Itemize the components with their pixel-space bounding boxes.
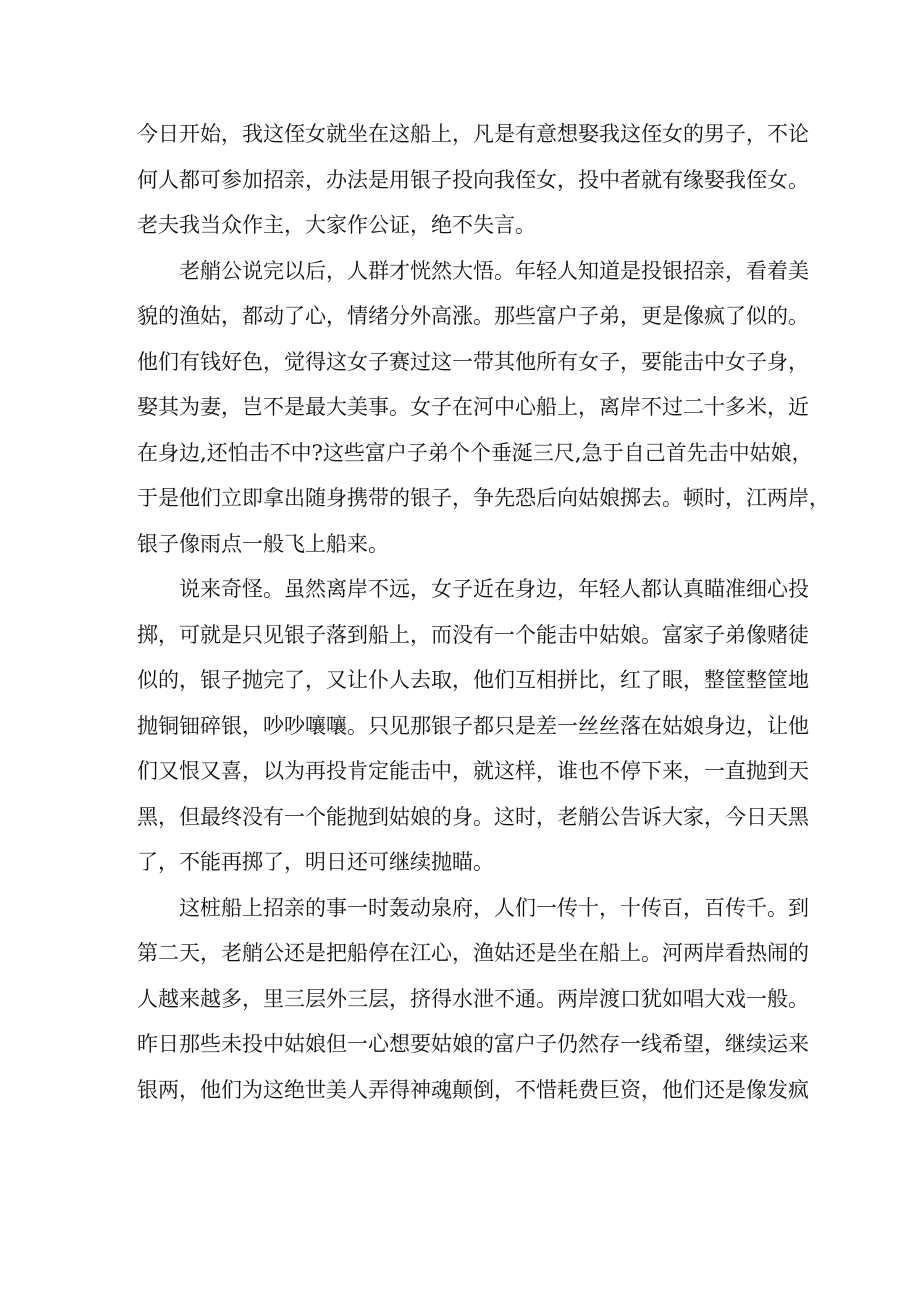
- text-line: 人越来越多，里三层外三层，挤得水泄不通。两岸渡口犹如唱大戏一般。: [137, 986, 809, 1011]
- text-line: 抛铜钿碎银，吵吵嚷嚷。只见那银子都只是差一丝丝落在姑娘身边，让他: [137, 713, 809, 738]
- text-line: 这桩船上招亲的事一时轰动泉府，人们一传十，十传百，百传千。到: [137, 895, 809, 920]
- text-line: 第二天，老艄公还是把船停在江心，渔姑还是坐在船上。河两岸看热闹的: [137, 941, 809, 965]
- text-line: 银两，他们为这绝世美人弄得神魂颠倒，不惜耗费巨资，他们还是像发疯: [137, 1077, 809, 1102]
- text-line: 于是他们立即拿出随身携带的银子，争先恐后向姑娘掷去。顿时，江两岸，: [137, 486, 830, 510]
- text-line: 娶其为妻，岂不是最大美事。女子在河中心船上，离岸不过二十多米，近: [137, 395, 809, 419]
- text-line: 似的，银子抛完了，又让仆人去取，他们互相拼比，红了眼，整筐整筐地: [137, 668, 809, 692]
- text-line: 老夫我当众作主，大家作公证，绝不失言。: [137, 213, 536, 237]
- text-line: 们又恨又喜，以为再投肯定能击中，就这样，谁也不停下来，一直抛到天: [137, 759, 809, 783]
- text-line: 说来奇怪。虽然离岸不远，女子近在身边，年轻人都认真瞄准细心投: [137, 577, 809, 601]
- body-text: [137, 112, 830, 1113]
- text-line: 在身边,还怕击不中?这些富户子弟个个垂涎三尺,急于自己首先击中姑娘，: [137, 440, 813, 465]
- text-line: 银子像雨点一般飞上船来。: [137, 531, 389, 556]
- text-line: 掷，可就是只见银子落到船上，而没有一个能击中姑娘。富家子弟像赌徒: [137, 622, 809, 647]
- text-line: 老艄公说完以后，人群才恍然大悟。年轻人知道是投银招亲，看着美: [137, 258, 809, 283]
- text-line: 黑，但最终没有一个能抛到姑娘的身。这时，老艄公告诉大家，今日天黑: [137, 804, 809, 829]
- text-line: 今日开始，我这侄女就坐在这船上，凡是有意想娶我这侄女的男子，不论: [137, 122, 809, 146]
- text-line: 何人都可参加招亲，办法是用银子投向我侄女，投中者就有缘娶我侄女。: [137, 167, 809, 192]
- text-line: 了，不能再掷了，明日还可继续抛瞄。: [137, 850, 494, 874]
- text-line: 貌的渔姑，都动了心，情绪分外高涨。那些富户子弟，更是像疯了似的。: [137, 304, 809, 328]
- text-line: 他们有钱好色，觉得这女子赛过这一带其他所有女子，要能击中女子身，: [137, 349, 809, 374]
- text-line: 昨日那些未投中姑娘但一心想要姑娘的富户子仍然存一线希望，继续运来: [137, 1032, 809, 1056]
